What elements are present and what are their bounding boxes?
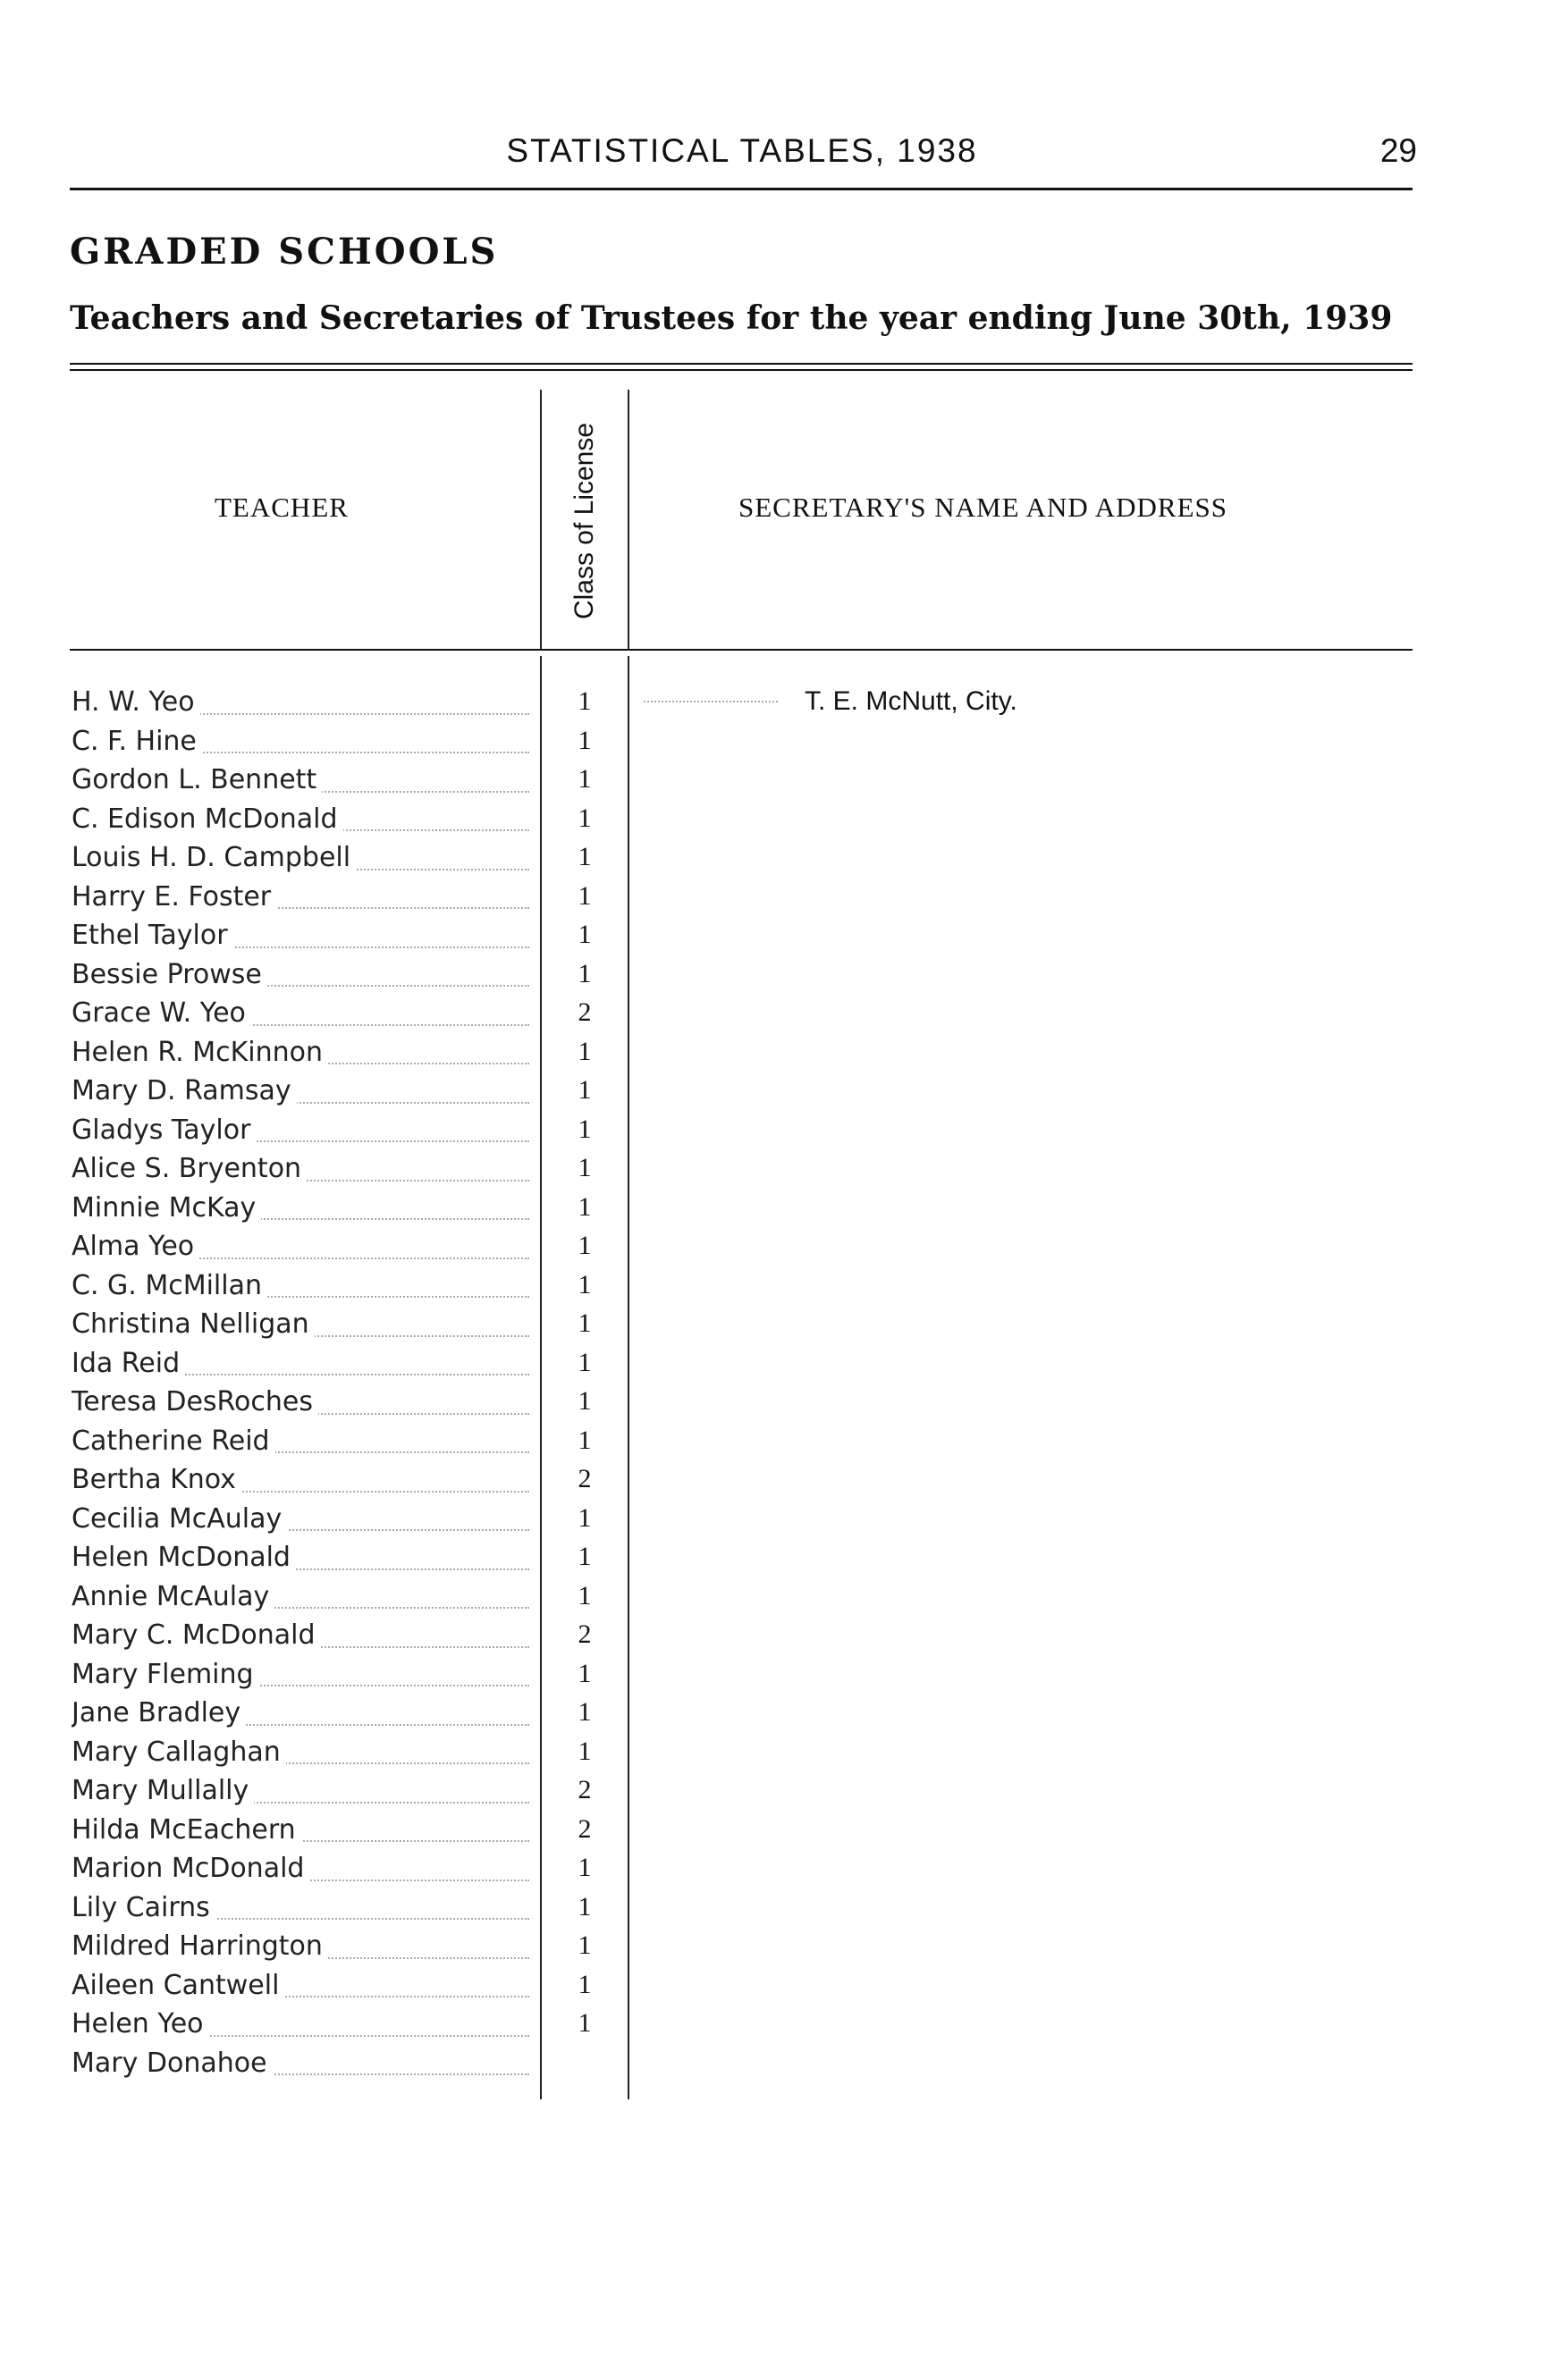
teacher-name: Bessie Prowse — [72, 959, 267, 990]
teacher-cell — [72, 1075, 536, 1114]
table-row — [72, 1153, 1413, 1192]
teacher-cell — [72, 1037, 536, 1076]
table-row — [72, 1231, 1413, 1270]
table-row — [72, 1425, 1413, 1465]
table-row — [72, 1814, 1413, 1854]
license-class-cell: 1 — [578, 1114, 592, 1144]
license-class-cell: 1 — [578, 842, 592, 871]
table-row — [72, 1542, 1413, 1581]
license-class-cell: 1 — [578, 880, 592, 911]
license-class-cell: 2 — [578, 997, 592, 1027]
teacher-cell — [72, 764, 536, 803]
teacher-cell — [72, 1114, 536, 1154]
dot-leader — [644, 701, 778, 702]
license-class-cell: 1 — [578, 920, 592, 949]
column-header-license-label: Class of License — [569, 422, 599, 620]
teacher-cell — [72, 1853, 536, 1892]
teacher-name: Jane Bradley — [72, 1697, 246, 1728]
column-header-teacher: TEACHER — [215, 492, 349, 523]
teacher-cell — [72, 1581, 536, 1620]
teacher-name: Mary Callaghan — [72, 1737, 286, 1768]
teacher-name: Helen R. McKinnon — [72, 1037, 328, 1068]
license-class-cell: 1 — [578, 1191, 592, 1222]
teacher-name: Mary Fleming — [72, 1659, 259, 1690]
teacher-cell — [72, 1270, 536, 1309]
license-class-cell: 1 — [578, 1502, 592, 1533]
license-class-cell: 1 — [578, 1308, 592, 1338]
license-class-cell: 1 — [578, 1269, 592, 1299]
teacher-name: Harry E. Foster — [72, 881, 276, 912]
table-row — [72, 1192, 1413, 1232]
column-header-license — [547, 400, 622, 642]
table-row — [72, 959, 1413, 998]
teacher-cell — [72, 726, 536, 765]
license-class-cell: 2 — [578, 1619, 592, 1649]
teacher-name: Mary Donahoe — [72, 2048, 273, 2079]
teacher-cell — [72, 2008, 536, 2048]
table-row — [72, 1308, 1413, 1348]
table-row — [72, 1114, 1413, 1154]
teacher-cell — [72, 686, 536, 726]
teacher-cell — [72, 1814, 536, 1854]
teacher-cell — [72, 1970, 536, 2009]
teacher-cell — [72, 1153, 536, 1192]
table-row — [72, 803, 1413, 843]
teacher-cell — [72, 920, 536, 959]
teacher-cell — [72, 1386, 536, 1425]
table-row — [72, 1697, 1413, 1737]
license-class-cell: 1 — [578, 2008, 592, 2038]
teacher-name: Cecilia McAulay — [72, 1503, 287, 1535]
table-top-rule-2 — [70, 369, 1413, 371]
table-row — [72, 764, 1413, 803]
teacher-name: H. W. Yeo — [72, 686, 200, 718]
teacher-cell — [72, 959, 536, 998]
table-row — [72, 686, 1413, 726]
teacher-name: Gladys Taylor — [72, 1114, 256, 1146]
license-class-cell: 1 — [578, 1542, 592, 1571]
license-class-cell: 1 — [578, 1697, 592, 1727]
teacher-name: Aileen Cantwell — [72, 1970, 284, 2001]
teacher-name: Christina Nelligan — [72, 1308, 315, 1340]
teacher-cell — [72, 1775, 536, 1814]
teacher-cell — [72, 1659, 536, 1698]
license-class-cell: 1 — [578, 764, 592, 794]
teacher-name: Bertha Knox — [72, 1464, 241, 1495]
table-row — [72, 1853, 1413, 1892]
license-class-cell: 1 — [578, 1075, 592, 1105]
teacher-cell — [72, 1737, 536, 1776]
section-subtitle: Teachers and Secretaries of Trustees for the year ending June 30th, 1939 — [70, 299, 1393, 337]
section-title: GRADED SCHOOLS — [70, 231, 499, 273]
table-row — [72, 881, 1413, 921]
column-header-secretary: SECRETARY'S NAME AND ADDRESS — [738, 492, 1228, 523]
teacher-name: Gordon L. Bennett — [72, 764, 322, 795]
table-row — [72, 1270, 1413, 1309]
teacher-name: Hilda McEachern — [72, 1814, 301, 1846]
teacher-name: C. G. McMillan — [72, 1270, 267, 1301]
teacher-name: Helen McDonald — [72, 1542, 296, 1573]
teacher-cell — [72, 1892, 536, 1931]
teacher-cell — [72, 1192, 536, 1232]
table-row — [72, 1348, 1413, 1387]
teacher-cell — [72, 1697, 536, 1737]
table-row — [72, 1659, 1413, 1698]
license-class-cell: 2 — [578, 1813, 592, 1844]
column-divider-right-head — [628, 390, 629, 649]
license-class-cell: 1 — [578, 1425, 592, 1455]
license-class-cell: 1 — [578, 686, 592, 716]
teacher-cell — [72, 1619, 536, 1659]
teacher-name: C. Edison McDonald — [72, 803, 343, 835]
teacher-name: Mary Mullally — [72, 1775, 254, 1806]
teacher-name: Lily Cairns — [72, 1892, 215, 1923]
teacher-list — [72, 686, 1413, 2086]
teacher-cell — [72, 1231, 536, 1270]
license-class-cell: 1 — [578, 1153, 592, 1182]
license-class-cell: 1 — [578, 1347, 592, 1377]
teacher-name: C. F. Hine — [72, 726, 202, 757]
license-class-cell: 1 — [578, 1658, 592, 1688]
table-row — [72, 2008, 1413, 2048]
teacher-name: Annie McAulay — [72, 1581, 274, 1612]
table-row — [72, 997, 1413, 1037]
table-row — [72, 2048, 1413, 2087]
teacher-cell — [72, 1348, 536, 1387]
teacher-cell — [72, 881, 536, 921]
teacher-name: Helen Yeo — [72, 2008, 209, 2039]
table-row — [72, 1892, 1413, 1931]
teacher-cell — [72, 1503, 536, 1543]
license-class-cell: 1 — [578, 1386, 592, 1416]
teacher-name: Teresa DesRoches — [72, 1386, 318, 1417]
table-row — [72, 1619, 1413, 1659]
license-class-cell: 1 — [578, 1969, 592, 1999]
license-class-cell: 1 — [578, 1930, 592, 1960]
teacher-cell — [72, 1308, 536, 1348]
table-row — [72, 920, 1413, 959]
teacher-cell — [72, 842, 536, 881]
license-class-cell: 2 — [578, 1775, 592, 1804]
table-row — [72, 1737, 1413, 1776]
table-row — [72, 1075, 1413, 1114]
page-header — [67, 132, 1417, 177]
teacher-name: Mary D. Ramsay — [72, 1075, 297, 1106]
license-class-cell: 1 — [578, 1736, 592, 1766]
header-rule — [70, 188, 1413, 190]
table-row — [72, 1386, 1413, 1425]
teacher-name: Marion McDonald — [72, 1853, 309, 1884]
table-row — [72, 1037, 1413, 1076]
license-class-cell: 1 — [578, 1891, 592, 1922]
table-row — [72, 1775, 1413, 1814]
secretary-cell — [644, 686, 1413, 717]
license-class-cell: 1 — [578, 958, 592, 988]
license-class-cell: 2 — [578, 1464, 592, 1493]
teacher-cell — [72, 2048, 536, 2087]
table-row — [72, 1930, 1413, 1970]
license-class-cell: 1 — [578, 725, 592, 755]
teacher-name: Alma Yeo — [72, 1231, 199, 1262]
secretary-name-address: T. E. McNutt, City. — [805, 686, 1017, 716]
teacher-name: Minnie McKay — [72, 1192, 261, 1224]
license-class-cell: 1 — [578, 1036, 592, 1066]
table-top-rule — [70, 363, 1413, 365]
teacher-name: Mary C. McDonald — [72, 1619, 321, 1651]
teacher-cell — [72, 1464, 536, 1503]
license-class-cell: 1 — [578, 1231, 592, 1260]
page-number: 29 — [1379, 132, 1417, 169]
teacher-cell — [72, 997, 536, 1037]
teacher-name: Ethel Taylor — [72, 920, 233, 951]
teacher-name: Louis H. D. Campbell — [72, 842, 356, 873]
teacher-name: Grace W. Yeo — [72, 997, 251, 1029]
table-row — [72, 842, 1413, 881]
license-class-cell: 1 — [578, 1580, 592, 1610]
table-row — [72, 726, 1413, 765]
teacher-cell — [72, 803, 536, 843]
table-row — [72, 1503, 1413, 1543]
table-row — [72, 1970, 1413, 2009]
license-class-cell: 1 — [578, 803, 592, 833]
header-bottom-rule — [70, 649, 1413, 651]
teacher-name: Ida Reid — [72, 1348, 185, 1379]
license-class-cell: 1 — [578, 1853, 592, 1882]
column-divider-left-head — [540, 390, 542, 649]
teacher-cell — [72, 1542, 536, 1581]
teacher-name: Mildred Harrington — [72, 1930, 328, 1962]
running-title: STATISTICAL TABLES, 1938 — [506, 132, 978, 169]
teacher-cell — [72, 1425, 536, 1465]
teacher-cell — [72, 1930, 536, 1970]
table-row — [72, 1464, 1413, 1503]
teacher-name: Alice S. Bryenton — [72, 1153, 307, 1184]
table-row — [72, 1581, 1413, 1620]
teacher-name: Catherine Reid — [72, 1425, 275, 1457]
